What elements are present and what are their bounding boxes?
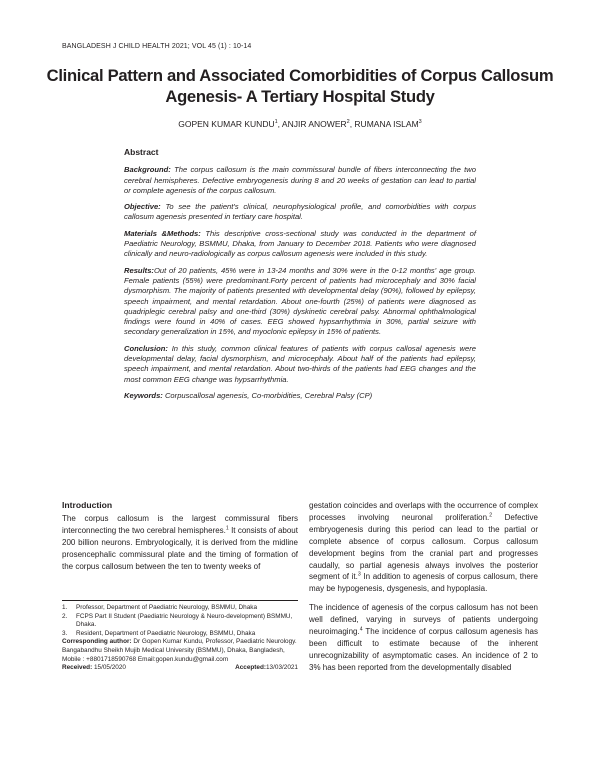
intro-text: It consists of about 200 billion neurons. Embryologically, it is derived from the midline prosencephalic commissural plate and the timing of formation of the corpus callosum between the ten to twenty weeks of	[62, 525, 298, 571]
footnote-text: Professor, Department of Paediatric Neurology, BSMMU, Dhaka	[76, 604, 258, 611]
results-label: Results:	[124, 265, 154, 275]
article-title: Clinical Pattern and Associated Comorbidities of Corpus Callosum Agenesis- A Tertiary Hospital Study	[46, 66, 554, 106]
footnote-item	[62, 604, 298, 613]
body-text: The incidence of agenesis of the corpus callosum has not been well defined, varying in surveys of patients undergoing neuroimaging.	[309, 603, 538, 637]
corresponding-label: Corresponding author:	[62, 638, 132, 646]
accepted-value: 13/03/2021	[266, 664, 298, 672]
abstract-heading: Abstract	[124, 147, 159, 157]
introduction-heading: Introduction	[62, 500, 113, 510]
author-affiliation: 1	[274, 119, 278, 126]
introduction-paragraph	[62, 513, 298, 573]
conclusion-text: In this study, common clinical features of patients with corpus callosal agenesis were developmental delay, facial dysmorphism, and microcephaly. About half of the patients had epilepsy, speech impairment, and mental retardation. About two-thirds of the patients had EEG changes and the most common EEG change was hypsarrhythmia.	[124, 343, 476, 384]
received-date	[62, 664, 126, 673]
footnotes	[62, 604, 298, 673]
author-affiliation: 2	[346, 119, 350, 126]
footnote-item	[62, 613, 298, 630]
results-text: Out of 20 patients, 45% were in 13-24 months and 30% were in the 0-12 months' age group. Female patients (55%) were predominant.Forty percent of patients had microcephaly and 30% facial dysmorphism. The majority of patients presented with developmental delay (90%), followed by epilepsy, speech impairment, and mental retardation. About one-fourth (25%) of patients were diagnosed as quadriplegic cerebral palsy and one-third (30%) dyskinetic cerebral palsy. Abnormal ophthalmological findings were found in 40% of cases. EEG showed hypsarrhythmia in 30%, partial seizure with secondary generalization in 15%, and myoclonic epilepsy in 15% of patients.	[124, 265, 476, 337]
methods-label: Materials &Methods:	[124, 228, 201, 238]
methods-text: This descriptive cross-sectional study was conducted in the department of Paediatric Neurology, BSMMU, Dhaka, from January to December 2018. Patients who were diagnosed clinically and neuro-radiologically as corpus callosum agenesis were included in this study.	[124, 228, 476, 259]
body-text: In addition to agenesis of corpus callosum, there may be hypogenesis, dysgenesis, and hypoplasia.	[309, 572, 538, 594]
objective-text: To see the patient's clinical, neurophysiological profile, and comorbidities with corpus callosum agenesis presented in tertiary care hospital.	[124, 202, 476, 222]
citation: 1	[225, 525, 229, 532]
author-name: GOPEN KUMAR KUNDU	[178, 119, 275, 129]
corresponding-text: Dr Gopen Kumar Kundu, Professor, Paediatric Neurology. Bangabandhu Sheikh Mujib Medical University (BSMMU), Dhaka, Bangladesh, Mobile : +8801718590768 Email:gopen.kundu@gmail.com	[62, 638, 297, 663]
author-name: RUMANA ISLAM	[354, 119, 419, 129]
author-name: ANJIR ANOWER	[281, 119, 347, 129]
abstract-keywords	[124, 391, 476, 401]
abstract-background	[124, 165, 476, 196]
citation: 3	[357, 571, 361, 578]
abstract-methods	[124, 229, 476, 260]
citation: 2	[489, 512, 493, 519]
intro-text: The corpus callosum is the largest commissural fibers interconnecting the two cerebral hemispheres.	[62, 513, 298, 535]
accepted-date	[235, 664, 298, 673]
footnote-number: 2.	[62, 612, 68, 620]
background-text: The corpus callosum is the main commissural bundle of fibers interconnecting the two cerebral hemispheres. Defective embryogenesis during 8 and 20 weeks of gestation can lead to partial or complete agenesis of the corpus callosum.	[124, 165, 476, 195]
background-label: Background:	[124, 165, 171, 175]
right-column	[309, 500, 538, 681]
abstract-conclusion	[124, 344, 476, 385]
objective-label: Objective:	[124, 202, 161, 212]
keywords-label: Keywords:	[124, 390, 163, 400]
footnote-number: 3.	[62, 629, 68, 637]
body-paragraph	[309, 500, 538, 595]
dates-row	[62, 664, 298, 673]
abstract-results	[124, 266, 476, 338]
author-list	[40, 119, 560, 129]
footnote-number: 1.	[62, 604, 68, 611]
received-value: 15/05/2020	[93, 664, 126, 672]
received-label: Received:	[62, 664, 93, 672]
footnote-text: Resident, Department of Paediatric Neurology, BSMMU, Dhaka	[76, 629, 256, 637]
footnote-item	[62, 630, 298, 639]
abstract-block	[124, 147, 476, 407]
journal-header: BANGLADESH J CHILD HEALTH 2021; VOL 45 (1) : 10-14	[62, 43, 252, 50]
left-column	[62, 500, 298, 572]
body-text: The incidence of corpus callosum agenesis has been difficult to estimate because of the inherent unrecognizability of asymptomatic cases. An incidence of 2 to 3% has been reported from the developmentally disabled	[309, 627, 538, 672]
body-text: gestation coincides and overlaps with the occurrence of complex processes involving neuronal proliferation.	[309, 501, 538, 522]
author-separator: ,	[349, 119, 355, 129]
footnote-text: FCPS Part II Student (Paediatric Neurology & Neuro-development) BSMMU, Dhaka.	[76, 612, 293, 629]
footnote-divider	[62, 600, 298, 601]
author-affiliation: 3	[418, 119, 422, 126]
corresponding-author	[62, 638, 298, 664]
citation: 4	[359, 626, 363, 633]
keywords-text: Corpuscallosal agenesis, Co-morbidities, Cerebral Palsy (CP)	[164, 390, 373, 400]
body-text: Defective embryogenesis during this period can lead to the partial or complete absence of corpus callosum. Corpus callosum development begins from the cranial part and progresses caudally, so partial agenesis always involves the posterior segment of it.	[309, 512, 538, 582]
body-paragraph	[309, 602, 538, 673]
conclusion-label: Conclusion:	[124, 343, 168, 353]
accepted-label: Accepted:	[235, 664, 266, 672]
abstract-objective	[124, 202, 476, 223]
author-separator: ,	[277, 119, 282, 129]
